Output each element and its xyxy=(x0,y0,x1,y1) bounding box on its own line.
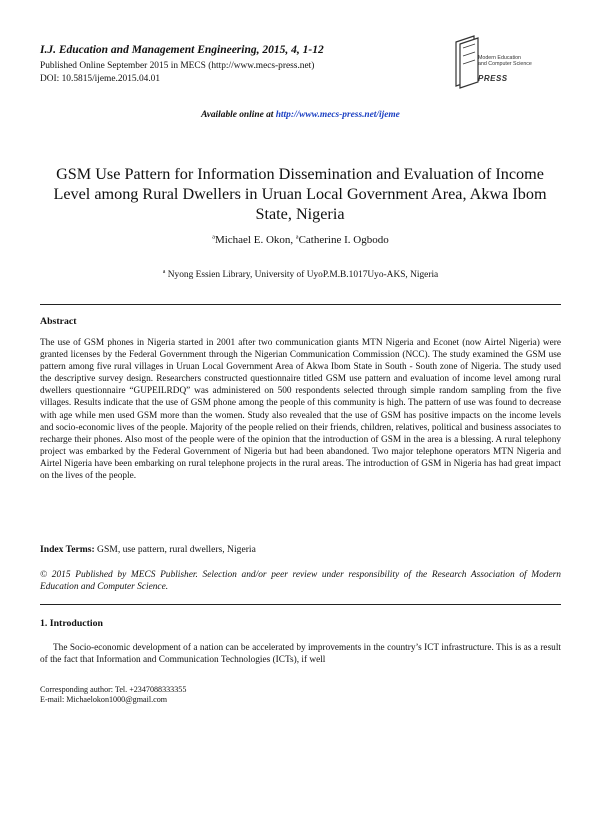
logo-line-2: and Computer Science xyxy=(478,61,532,67)
published-line: Published Online September 2015 in MECS (http://www.mecs-press.net) xyxy=(40,61,315,71)
abstract-heading: Abstract xyxy=(40,316,77,327)
corresponding-author: Corresponding author: Tel. +2347088333355 xyxy=(40,685,187,694)
author-1: Michael E. Okon, xyxy=(214,234,296,246)
copyright: © 2015 Published by MECS Publisher. Selection and/or peer review under responsibility of the Research Association of Modern Education and Computer Science. xyxy=(40,570,561,593)
index-terms xyxy=(40,544,256,555)
logo-press: PRESS xyxy=(478,74,508,83)
affiliation xyxy=(0,270,601,280)
affiliation-sup: a xyxy=(162,268,166,275)
affiliation-text: Nyong Essien Library, University of UyoP.M.B.1017Uyo-AKS, Nigeria xyxy=(167,270,439,280)
paper-title: GSM Use Pattern for Information Dissemination and Evaluation of Income Level among Rural Dwellers in Uruan Local Government Area, Akwa Ibom State, Nigeria xyxy=(53,165,547,223)
divider-bottom xyxy=(40,604,561,605)
available-prefix: Available online at xyxy=(201,110,276,120)
author-sup-2: a xyxy=(295,234,299,241)
doi-line: DOI: 10.5815/ijeme.2015.04.01 xyxy=(40,74,161,84)
abstract-text: The use of GSM phones in Nigeria started in 2001 after two communication giants MTN Nigeria and Econet (now Airtel Nigeria) were granted licenses by the Federal Government through the Nigerian Communication Commission (NCC). The study examined the GSM use pattern among five rural villages in Uruan Local Government Area of Akwa Ibom State in South - South zone of Nigeria. The study used the descriptive survey design. Researchers constructed questionnaire titled GSM use pattern and evaluation of income level among rural dwellers questionnaire “GUPEILRDQ” was administered on 500 respondents selected through simple random sampling from the five villages. Results indicate that the use of GSM phone among the people of this community is high. The pattern of use was found to decrease with age while men used GSM more than the women. Study also revealed that the use of GSM has positive impacts on the income levels and socio-economic lives of the people. Majority of the people relied on their friends, children, relatives, political and business associates to recharge their phones. Also most of the people were of the opinion that the introduction of GSM in the area is a blessing. A rural telephony project was embarked by the Federal Government of Nigeria but had been abandoned. Two major telephone operators MTN Nigeria and Airtel Nigeria have been embarking on rural telephone projects in the rural areas. The introduction of GSM in Nigeria has had great impact on the lives of the people. xyxy=(40,338,561,482)
logo-line-1: Modern Education xyxy=(478,55,521,61)
journal-link[interactable]: http://www.mecs-press.net/ijeme xyxy=(275,110,400,120)
logo-text xyxy=(478,55,532,67)
index-terms-label: Index Terms: xyxy=(40,544,95,555)
author-2: Catherine I. Ogbodo xyxy=(298,234,389,246)
available-online xyxy=(0,110,601,120)
author-sup-1: a xyxy=(212,234,215,241)
index-terms-text: GSM, use pattern, rural dwellers, Nigeria xyxy=(94,544,256,555)
divider-top xyxy=(40,304,561,305)
author-email: E-mail: Michaelokon1000@gmail.com xyxy=(40,695,168,704)
introduction-heading: 1. Introduction xyxy=(40,618,103,629)
authors xyxy=(0,234,601,246)
introduction-text: The Socio-economic development of a nation can be accelerated by improvements in the country’s ICT infrastructure. This is as a result of the fact that Information and Communication Technologies (ICTs), if well xyxy=(40,643,561,666)
journal-title: I.J. Education and Management Engineering, 2015, 4, 1-12 xyxy=(40,44,324,56)
